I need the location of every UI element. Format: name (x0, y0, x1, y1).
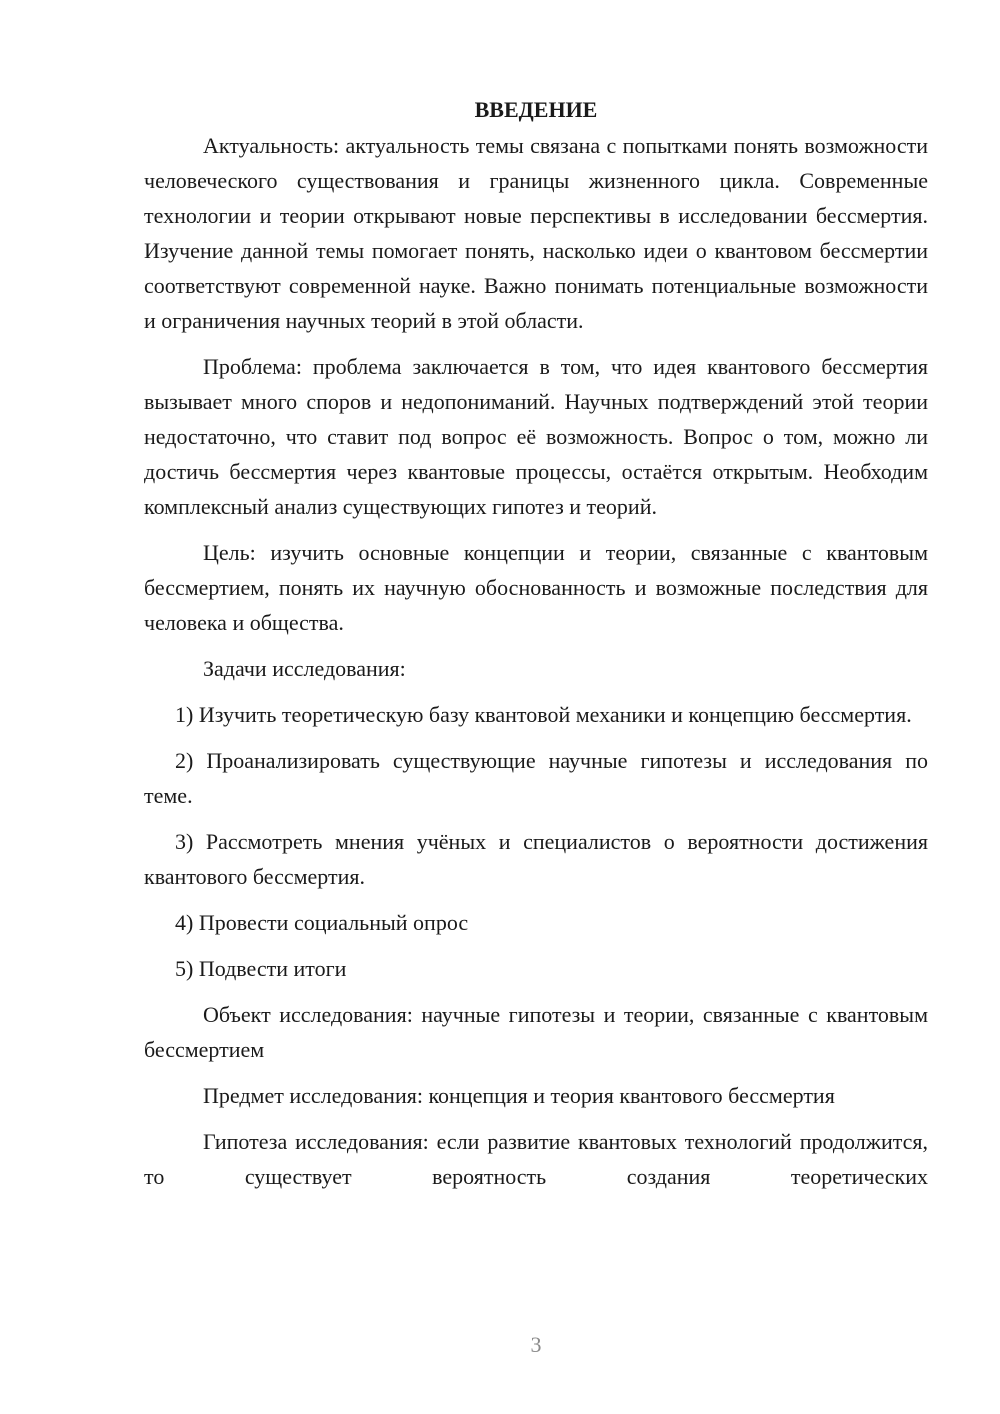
page-number: 3 (530, 1332, 542, 1357)
task-item-4: 4) Провести социальный опрос (175, 910, 469, 935)
section-title: ВВЕДЕНИЕ (474, 97, 598, 122)
page-content (144, 92, 928, 1194)
tasks-heading: Задачи исследования: (203, 656, 406, 681)
task-item-2: 2) Проанализировать существующие научные гипотезы и исследования по теме. (144, 748, 928, 808)
paragraph-subject: Предмет исследования: концепция и теория квантового бессмертия (203, 1083, 835, 1108)
task-item-1: 1) Изучить теоретическую базу квантовой механики и концепцию бессмертия. (175, 702, 912, 727)
paragraph-hypothesis: Гипотеза исследования: если развитие квантовых технологий продолжится, то существует вероятность создания теоретических (144, 1129, 928, 1189)
task-item-5: 5) Подвести итоги (175, 956, 347, 981)
task-item-3: 3) Рассмотреть мнения учёных и специалистов о вероятности достижения квантового бессмертия. (144, 829, 928, 889)
paragraph-object: Объект исследования: научные гипотезы и теории, связанные с квантовым бессмертием (144, 1002, 928, 1062)
paragraph-problem: Проблема: проблема заключается в том, что идея квантового бессмертия вызывает много споров и недопониманий. Научных подтверждений этой теории недостаточно, что ставит под вопрос её возможность. Вопрос о том, можно ли достичь бессмертия через квантовые процессы, остаётся открытым. Необходим комплексный анализ существующих гипотез и теорий. (144, 354, 928, 519)
paragraph-relevance: Актуальность: актуальность темы связана с попытками понять возможности человеческого существования и границы жизненного цикла. Современные технологии и теории открывают новые перспективы в исследовании бессмертия. Изучение данной темы помогает понять, насколько идеи о квантовом бессмертии соответствуют современной науке. Важно понимать потенциальные возможности и ограничения научных теорий в этой области. (144, 133, 928, 333)
paragraph-goal: Цель: изучить основные концепции и теории, связанные с квантовым бессмертием, понять их научную обоснованность и возможные последствия для человека и общества. (144, 540, 928, 635)
